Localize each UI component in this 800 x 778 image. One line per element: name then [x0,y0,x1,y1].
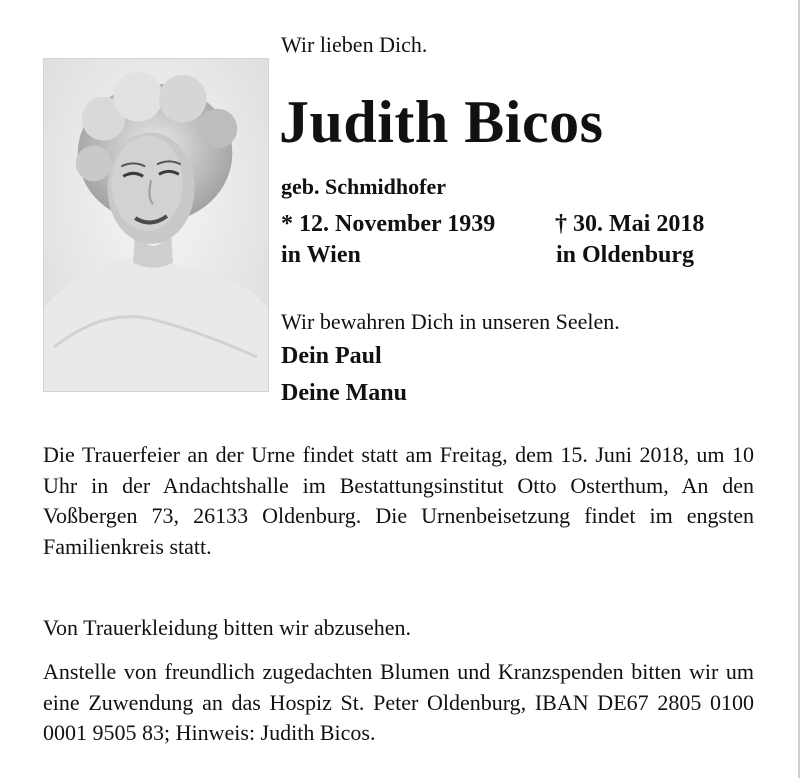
birth-date: * 12. November 1939 [281,211,496,237]
death-place: in Oldenburg [556,242,695,268]
donation-paragraph: Anstelle von freundlich zugedachten Blumen und Kranzspenden bitten wir um eine Zuwendung an das Hospiz St. Peter Oldenburg, IBAN DE67 2805 0100 0001 9505 83; Hinweis: Judith Bicos. [43,659,754,745]
memory-line: Wir bewahren Dich in unseren Seelen. [281,309,620,334]
signature-manu: Deine Manu [281,380,407,406]
clothing-paragraph: Von Trauerkleidung bitten wir abzusehen. [43,615,412,640]
signature-paul: Dein Paul [281,343,382,369]
birth-name: geb. Schmidhofer [281,174,446,199]
ceremony-paragraph: Die Trauerfeier an der Urne findet statt am Freitag, dem 15. Juni 2018, um 10 Uhr in der Andachtshalle im Bestattungsinstitut Otto Osterthum, An den Voßbergen 73, 26133 Oldenburg. Die Urnenbeisetzung findet im engsten Familienkreis statt. [43,442,754,559]
portrait-illustration [44,59,268,391]
intro-line: Wir lieben Dich. [281,32,428,57]
deceased-name: Judith Bicos [279,89,604,155]
death-date: † 30. Mai 2018 [555,211,705,237]
portrait-photo [43,58,269,392]
birth-place: in Wien [281,242,361,268]
